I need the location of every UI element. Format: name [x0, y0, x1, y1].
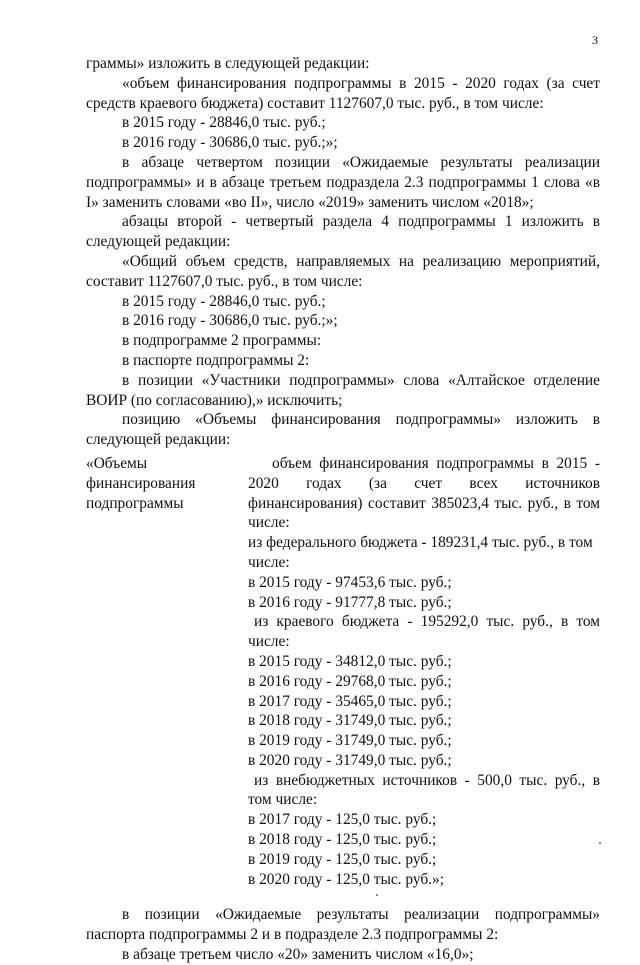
table-right-cell	[248, 454, 600, 890]
paragraph: в позиции «Ожидаемые результаты реализации подпрограммы» паспорта подпрограммы 2 и в подразделе 2.3 подпрограммы 2:	[86, 906, 600, 944]
scan-speck	[599, 842, 601, 844]
table-line: в 2020 году - 31749,0 тыс. руб.;	[248, 751, 452, 769]
paragraph: в 2016 году - 30686,0 тыс. руб.;»;	[122, 134, 338, 152]
paragraph: в подпрограмме 2 программы:	[122, 332, 322, 350]
paragraph: «объем финансирования подпрограммы в 2015 - 2020 годах (за счет средств краевого бюджета) составит 1127607,0 тыс. руб., в том числе:	[86, 74, 600, 112]
table-left-cell	[86, 454, 248, 890]
table-line: из внебюджетных источников - 500,0 тыс. руб., в том числе:	[248, 771, 600, 809]
table-line: из федерального бюджета - 189231,4 тыс. руб., в том числе:	[248, 534, 593, 571]
table-line: в 2016 году - 91777,8 тыс. руб.;	[248, 593, 452, 611]
paragraph: в 2015 году - 28846,0 тыс. руб.;	[122, 292, 326, 310]
table-line: из краевого бюджета - 195292,0 тыс. руб., в том числе:	[248, 613, 600, 651]
table-line: в 2015 году - 34812,0 тыс. руб.;	[248, 652, 452, 670]
paragraph: в паспорте подпрограммы 2:	[122, 351, 310, 369]
page-number: 3	[592, 33, 598, 47]
table-line: в 2015 году - 97453,6 тыс. руб.;	[248, 573, 452, 591]
paragraph: абзацы второй - четвертый раздела 4 подпрограммы 1 изложить в следующей редакции:	[86, 213, 600, 251]
paragraph: в абзаце четвертом позиции «Ожидаемые результаты реализации подпрограммы» и в абзаце третьем подраздела 2.3 подпрограммы 1 слова «в I» заменить словами «во II», число «2019» заменить числом «2018»;	[86, 153, 600, 211]
paragraph: в абзаце третьем число «20» заменить числом «16,0»;	[122, 946, 474, 964]
table-line: в 2016 году - 29768,0 тыс. руб.;	[248, 672, 452, 690]
table-line: в 2019 году - 125,0 тыс. руб.;	[248, 850, 437, 868]
closing-section	[86, 905, 600, 964]
table-line: в 2018 году - 31749,0 тыс. руб.;	[248, 712, 452, 730]
table-line: объем финансирования подпрограммы в 2015 - 2020 годах (за счет всех источников финансирования) составит 385023,4 тыс. руб., в том числе:	[248, 454, 600, 532]
table-line: в 2019 году - 31749,0 тыс. руб.;	[248, 732, 452, 750]
paragraph: в 2016 году - 30686,0 тыс. руб.;»;	[122, 312, 338, 330]
table-line: в 2018 году - 125,0 тыс. руб.;	[248, 831, 437, 849]
paragraph: позицию «Объемы финансирования подпрограммы» изложить в следующей редакции:	[86, 411, 600, 449]
paragraph: в позиции «Участники подпрограммы» слова «Алтайское отделение ВОИР (по согласованию),» исключить;	[86, 371, 600, 409]
table-line: в 2017 году - 125,0 тыс. руб.;	[248, 811, 437, 829]
paragraph: граммы» изложить в следующей редакции:	[86, 55, 370, 72]
table-line: в 2017 году - 35465,0 тыс. руб.;	[248, 692, 452, 710]
paragraph: «Общий объем средств, направляемых на реализацию мероприятий, составит 1127607,0 тыс. руб., в том числе:	[86, 252, 600, 290]
table-label: «Объемы финансирования подпрограммы	[86, 454, 196, 512]
scan-speck	[376, 894, 378, 896]
paragraph: в 2015 году - 28846,0 тыс. руб.;	[122, 114, 326, 132]
table-line: в 2020 году - 125,0 тыс. руб.»;	[248, 870, 444, 888]
document-body	[86, 54, 600, 965]
financing-table	[86, 454, 600, 890]
